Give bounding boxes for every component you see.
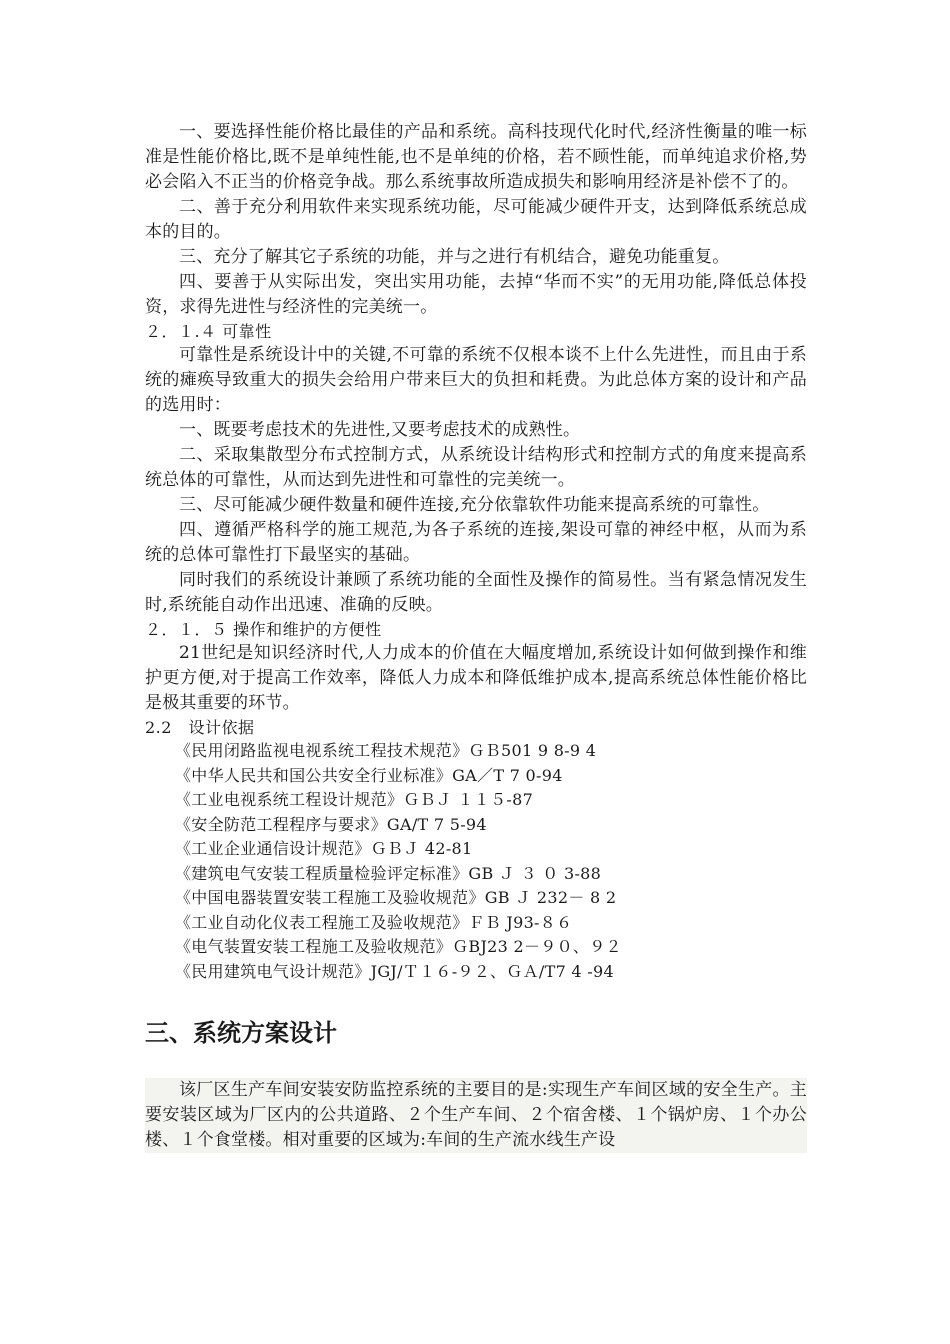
paragraph-economy-4: 四、要善于从实际出发，突出实用功能，去掉“华而不实”的无用功能,降低总体投资，求得先进性与经济性的完美统一。	[145, 272, 807, 317]
paragraph-chapter-intro: 该厂区生产车间安装安防监控系统的主要目的是:实现生产车间区域的安全生产。主要安装区域为厂区内的公共道路、２个生产车间、２个宿舍楼、１个锅炉房、１个办公楼、１个食堂楼。相对重要的区域为:车间的生产流水线生产设	[145, 1078, 807, 1153]
paragraph-reliability-2: 二、采取集散型分布式控制方式，从系统设计结构形式和控制方式的角度来提高系统总体的可靠性，从而达到先进性和可靠性的完美统一。	[145, 445, 807, 490]
reference-item: 《中华人民共和国公共安全行业标准》GA／T 7 0-94	[175, 765, 563, 785]
paragraph-reliability-4: 四、遵循严格科学的施工规范,为各子系统的连接,架设可靠的神经中枢，从而为系统的总体可靠性打下最坚实的基础。	[145, 520, 807, 565]
paragraph-reliability-intro: 可靠性是系统设计中的关键,不可靠的系统不仅根本谈不上什么先进性，而且由于系统的瘫痪导致重大的损失会给用户带来巨大的负担和耗费。为此总体方案的设计和产品的选用时：	[145, 345, 807, 415]
paragraph-reliability-1: 一、既要考虑技术的先进性,又要考虑技术的成熟性。	[179, 420, 581, 440]
reference-item: 《中国电器装置安装工程施工及验收规范》GB Ｊ 232－ 8 2	[175, 888, 617, 907]
reference-item: 《工业企业通信设计规范》ＧＢＪ 42-81	[175, 839, 473, 858]
section-heading-reliability: ２．１.４ 可靠性	[145, 322, 272, 341]
reference-item: 《工业自动化仪表工程施工及验收规范》ＦＢ J93-８６	[175, 912, 573, 932]
paragraph-reliability-3: 三、尽可能减少硬件数量和硬件连接,充分依靠软件功能来提高系统的可靠性。	[179, 495, 770, 515]
paragraph-economy-3: 三、充分了解其它子系统的功能，并与之进行有机结合，避免功能重复。	[179, 247, 730, 267]
paragraph-economy-1: 一、要选择性能价格比最佳的产品和系统。高科技现代化时代,经济性衡量的唯一标准是性能价格比,既不是单纯性能,也不是单纯的价格，若不顾性能，而单纯追求价格,势必会陷入不正当的价格竞争战。那么系统事故所造成损失和影响用经济是补偿不了的。	[145, 122, 807, 192]
reference-item: 《电气装置安装工程施工及验收规范》ＧBJ23 2－９０、９２	[175, 937, 622, 956]
paragraph-maintainability: 21世纪是知识经济时代,人力成本的价值在大幅度增加,系统设计如何做到操作和维护更方便,对于提高工作效率，降低人力成本和降低维护成本,提高系统总体性能价格比是极其重要的环节。	[145, 643, 807, 713]
reference-standards-list	[145, 739, 807, 984]
paragraph-reliability-summary: 同时我们的系统设计兼顾了系统功能的全面性及操作的简易性。当有紧急情况发生时,系统能自动作出迅速、准确的反映。	[145, 570, 807, 615]
reference-item: 《建筑电气安装工程质量检验评定标准》GB Ｊ ３ ０ 3-88	[175, 863, 602, 883]
section-heading-maintainability: ２．１．５ 操作和维护的方便性	[145, 620, 382, 639]
reference-item: 《安全防范工程程序与要求》GA/T 7 5-94	[175, 814, 487, 834]
section-heading-design-basis: 2.2 设计依据	[145, 718, 255, 737]
paragraph-economy-2: 二、善于充分利用软件来实现系统功能，尽可能减少硬件开支，达到降低系统总成本的目的。	[145, 197, 807, 242]
document-body	[145, 120, 807, 1153]
reference-item: 《民用闭路监视电视系统工程技术规范》ＧＢ501 9 8-9 4	[175, 741, 597, 760]
reference-item: 《民用建筑电气设计规范》JGJ/Ｔ１６-９２、ＧＡ/T7 4 -94	[175, 961, 614, 981]
chapter-title: 三、系统方案设计	[145, 1019, 337, 1047]
reference-item: 《工业电视系统工程设计规范》ＧＢＪ １１５-87	[175, 790, 534, 809]
